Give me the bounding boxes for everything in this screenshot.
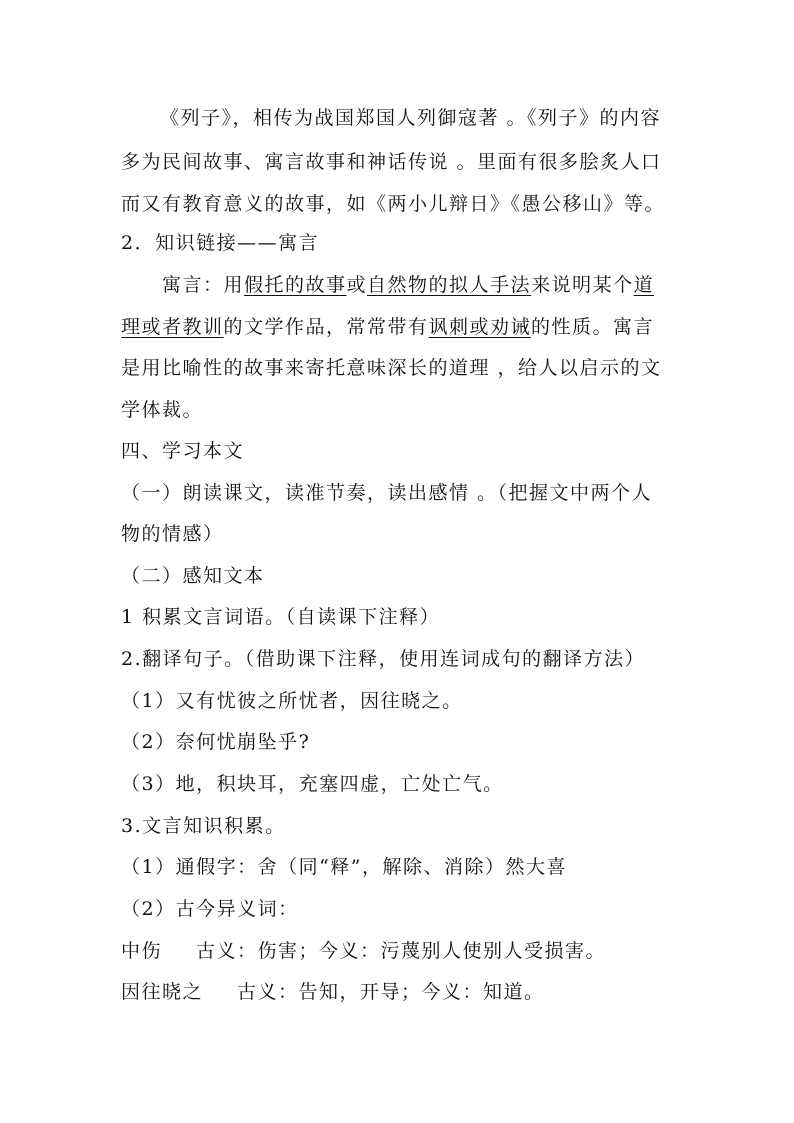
word-2-meaning: 古义：告知，开导；今义：知道。 [237, 981, 545, 1003]
def-text: 的文学作品，常常带有 [223, 316, 429, 338]
word-1-term: 中伤 [121, 940, 163, 962]
def-underline: 理或者教训 [121, 316, 224, 338]
item-3: 3.文言知识积累。 [121, 815, 286, 837]
intro-line-1: 《列子》，相传为战国郑国人列御寇著 。《列子》的内容 [160, 107, 662, 129]
def-text: 来说明某个 [531, 274, 634, 296]
gujin-heading: （2）古今异义词： [121, 898, 299, 920]
def-underline: 自然物的拟人手法 [367, 274, 532, 296]
word-1-meaning: 古义：伤害；今义：污蔑别人使别人受损害。 [196, 940, 607, 962]
definition-line-1 [162, 271, 654, 299]
def-text: 或 [346, 274, 368, 296]
def-underline: 道 [633, 274, 655, 296]
intro-line-2: 多为民间故事、寓言故事和神话传说 。里面有很多脍炙人口 [121, 151, 662, 173]
sentence-2: （2）奈何忧崩坠乎? [121, 731, 311, 753]
section-4-heading: 四、学习本文 [121, 440, 245, 462]
item-1: 1 积累文言词语。（自读课下注释） [121, 606, 441, 628]
definition-line-3: 是用比喻性的故事来寄托意味深长的道理 ，给人以启示的文 [121, 357, 662, 379]
part-1-line-1: （一）朗读课文，读准节奏，读出感情 。（把握文中两个人 [121, 482, 653, 504]
word-1-row [121, 937, 606, 965]
sentence-3: （3）地，积块耳，充塞四虚，亡处亡气。 [121, 773, 504, 795]
part-1-line-2: 物的情感） [121, 523, 224, 545]
tongjiazi-line: （1）通假字：舍（同“释”，解除、消除）然大喜 [121, 856, 568, 878]
item-2: 2.翻译句子。（借助课下注释，使用连词成句的翻译方法） [121, 648, 646, 670]
intro-line-3: 而又有教育意义的故事，如《两小儿辩日》《愚公移山》等。 [121, 193, 666, 215]
def-text: 的性质。寓言 [531, 316, 655, 338]
definition-line-4: 学体裁。 [121, 399, 204, 421]
section-2-heading: 2．知识链接——寓言 [121, 232, 320, 254]
def-underline: 讽刺或劝诫 [428, 316, 532, 338]
part-2-heading: （二）感知文本 [121, 565, 265, 587]
word-2-row [121, 978, 545, 1006]
definition-line-2 [121, 313, 654, 341]
sentence-1: （1）又有忧彼之所忧者，因往晓之。 [121, 690, 463, 712]
word-2-term: 因往晓之 [121, 981, 204, 1003]
def-underline: 假托的故事 [244, 274, 347, 296]
def-text: 寓言：用 [162, 274, 245, 296]
